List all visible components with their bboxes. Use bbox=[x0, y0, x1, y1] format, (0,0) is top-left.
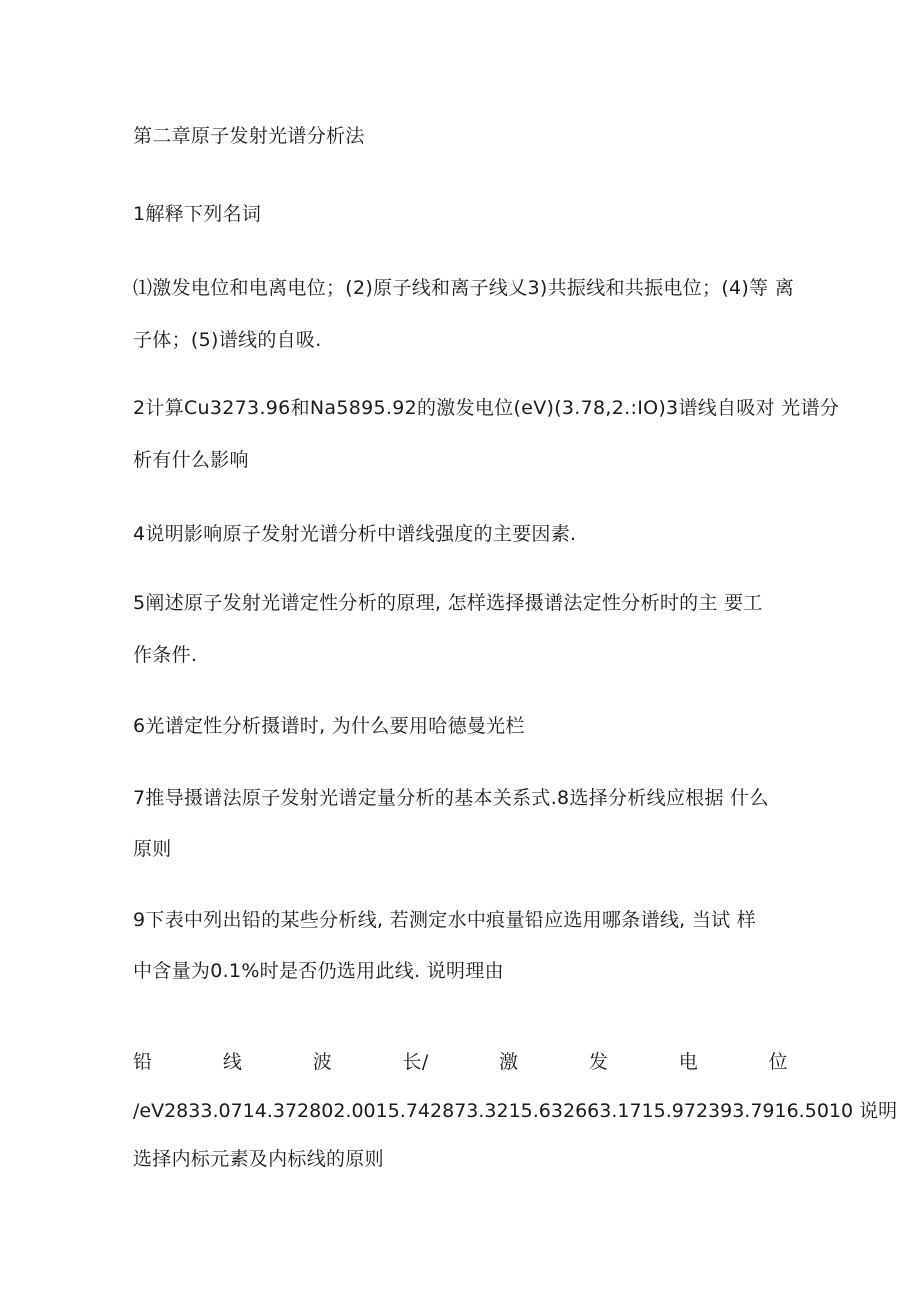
question-9-text-line-1: 9下表中列出铅的某些分析线, 若测定水中痕量铅应选用哪条谱线, 当试 样 bbox=[133, 909, 757, 931]
table-header-word: 电 bbox=[678, 1051, 699, 1073]
question-1-text-line-2: 子体；(5)谱线的自吸. bbox=[133, 329, 322, 351]
table-header-word: 激 bbox=[499, 1051, 519, 1073]
table-header-word: 发 bbox=[588, 1051, 609, 1073]
question-1-heading: 1解释下列名词 bbox=[133, 203, 262, 225]
question-6-text: 6光谱定性分析摄谱时, 为什么要用哈德曼光栏 bbox=[133, 715, 525, 737]
table-data-line: /eV2833.0714.372802.0015.742873.3215.632663.1715.972393.7916.5010 说明 bbox=[133, 1100, 898, 1122]
table-header-word: 铅 bbox=[133, 1051, 153, 1073]
question-4-text: 4说明影响原子发射光谱分析中谱线强度的主要因素. bbox=[133, 523, 577, 545]
question-9-text-line-2: 中含量为0.1%时是否仍选用此线. 说明理由 bbox=[133, 960, 504, 982]
table-header-word: 位 bbox=[768, 1051, 788, 1073]
table-header-row bbox=[133, 1048, 788, 1076]
question-5-text-line-1: 5阐述原子发射光谱定性分析的原理, 怎样选择摄谱法定性分析时的主 要工 bbox=[133, 592, 763, 614]
question-5-text-line-2: 作条件. bbox=[133, 644, 198, 666]
question-1-text-line-1: ⑴激发电位和电离电位；(2)原子线和离子线乂3)共振线和共振电位；(4)等 离 bbox=[133, 277, 795, 299]
question-10-text: 选择内标元素及内标线的原则 bbox=[133, 1148, 384, 1170]
question-7-text-line-2: 原则 bbox=[133, 838, 172, 860]
document-title: 第二章原子发射光谱分析法 bbox=[133, 125, 365, 147]
question-2-text-line-2: 析有什么影响 bbox=[133, 449, 249, 471]
table-header-word: 波 bbox=[312, 1051, 332, 1073]
question-7-text-line-1: 7推导摄谱法原子发射光谱定量分析的基本关系式.8选择分析线应根据 什么 bbox=[133, 787, 769, 809]
table-header-word: 长/ bbox=[402, 1051, 429, 1073]
question-2-text-line-1: 2计算Cu3273.96和Na5895.92的激发电位(eV)(3.78,2.:IO)3谱线自吸对 光谱分 bbox=[133, 397, 840, 419]
table-header-word: 线 bbox=[222, 1051, 243, 1073]
